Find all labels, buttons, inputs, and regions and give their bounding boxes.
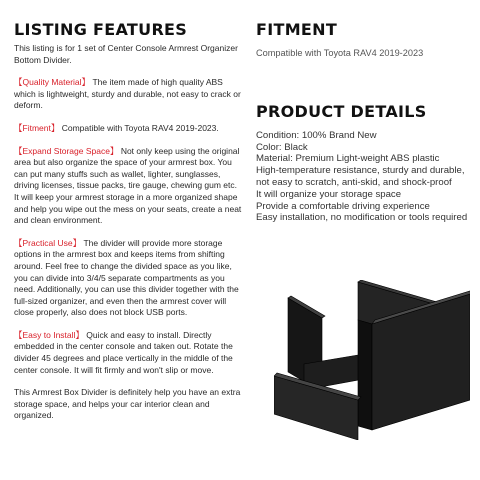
- product-details-list: [256, 130, 472, 224]
- feature-expand-storage: [14, 146, 244, 227]
- detail-line: Color: Black: [256, 141, 308, 153]
- divider-center-post: [358, 320, 372, 430]
- feature-tag: 【Easy to Install】: [14, 329, 84, 340]
- feature-tag: 【Expand Storage Space】: [14, 145, 119, 156]
- detail-line: Material: Premium Light-weight ABS plastic: [256, 153, 440, 165]
- product-details-heading: PRODUCT DETAILS: [256, 101, 427, 121]
- feature-tag: 【Practical Use】: [14, 237, 82, 248]
- feature-text: Quick and easy to install. Directly embedded in the center console and taken out. Rotate the divider 45 degrees and place vertically in the middle of the center console. It will fit firmly and won't slip or move.: [14, 329, 233, 375]
- listing-closing: This Armrest Box Divider is definitely help you have an extra storage space, and helps your car interior clean and organized.: [14, 387, 241, 421]
- detail-line: It will organize your storage space: [256, 188, 402, 200]
- feature-text: Not only keep using the original area but also organize the space of your armrest box. You can put many stuffs such as wallet, lighter, sunglasses, driving licenses, tissue packs, tire gauge, chewing gum etc. It will keep your armrest storage in a more organized shape and help you wipe out the mess on your seats, create a neat and clean environment.: [14, 145, 242, 226]
- listing-intro: This listing is for 1 set of Center Console Armrest Organizer Bottom Divider.: [14, 43, 238, 65]
- feature-fitment: [14, 123, 244, 135]
- detail-line: Provide a comfortable driving experience: [256, 200, 430, 212]
- detail-line: High-temperature resistance, sturdy and durable, not easy to scratch, anti-skid, and shock-proof: [256, 165, 465, 188]
- feature-quality-material: [14, 77, 244, 112]
- listing-features-section: [14, 20, 244, 422]
- listing-features-heading: LISTING FEATURES: [14, 20, 188, 39]
- feature-text: The item made of high quality ABS which is lightweight, sturdy and durable, not easy to crack or deform.: [14, 77, 241, 111]
- feature-text: Compatible with Toyota RAV4 2019-2023.: [61, 122, 219, 133]
- feature-tag: 【Quality Material】: [14, 77, 91, 88]
- feature-practical-use: [14, 238, 244, 319]
- feature-text: The divider will provide more storage options in the armrest box and keeps items from shifting around. Feel free to change the divided space as you like, you can divide into 3/4/5 separate compartments as you need. Additionally, you can use this divider together with the full-sized organizer, and even then the armrest cover will close properly, also does not block USB ports.: [14, 237, 239, 318]
- right-column: [256, 20, 472, 224]
- fitment-text: Compatible with Toyota RAV4 2019-2023: [256, 48, 424, 58]
- detail-line: Condition: 100% Brand New: [256, 129, 377, 141]
- divider-product-image: [274, 280, 470, 440]
- fitment-heading: FITMENT: [256, 20, 338, 39]
- feature-tag: 【Fitment】: [14, 122, 60, 133]
- feature-easy-install: [14, 330, 244, 376]
- detail-line: Easy installation, no modification or tools required: [256, 212, 468, 224]
